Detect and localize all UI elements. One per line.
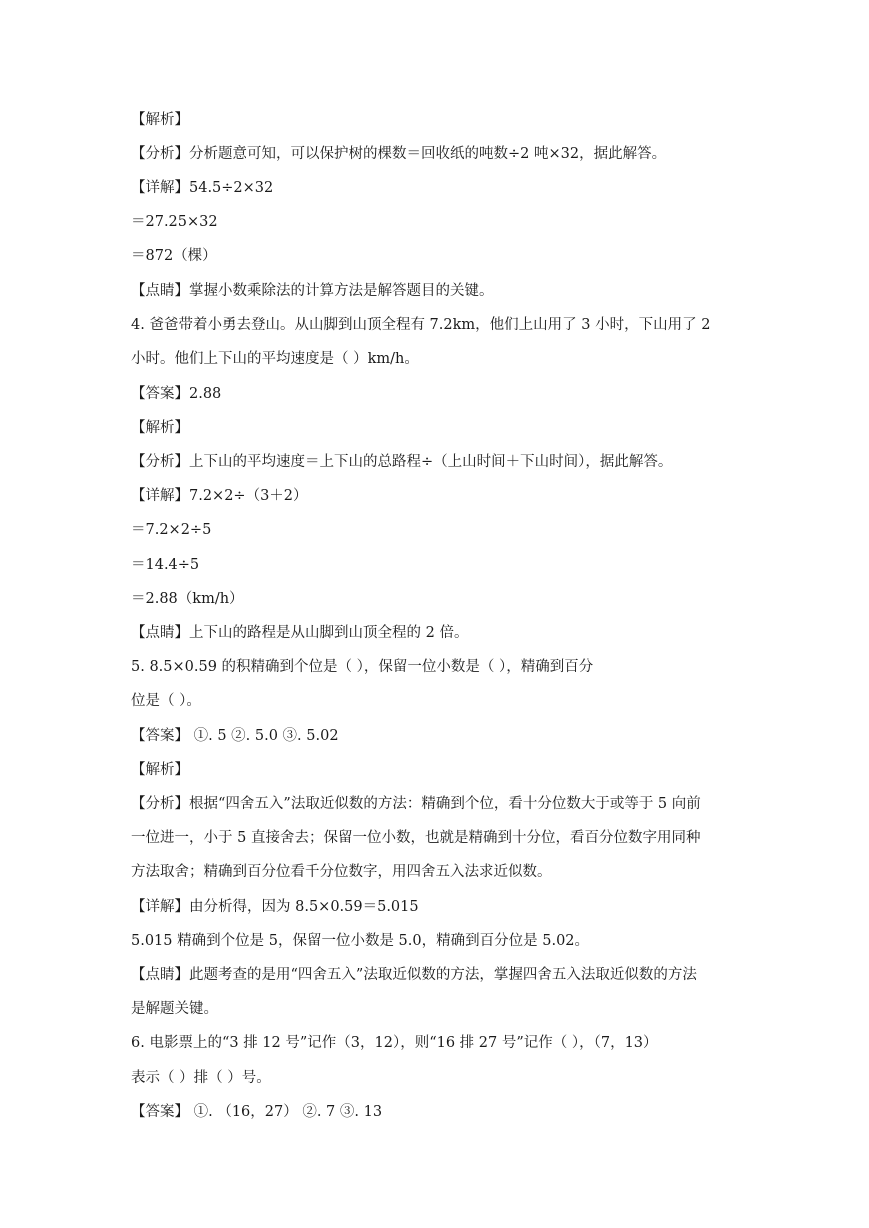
- text-line: 5. 8.5×0.59 的积精确到个位是（ ），保留一位小数是（ ），精确到百分: [131, 659, 594, 675]
- text-line: 方法取舍；精确到百分位看千分位数字，用四舍五入法求近似数。: [131, 864, 552, 880]
- text-line: 【详解】7.2×2÷（3＋2）: [131, 488, 308, 504]
- text-line: ＝2.88（km/h）: [131, 591, 244, 607]
- text-line: 【点睛】此题考查的是用“四舍五入”法取近似数的方法，掌握四舍五入法取近似数的方法: [131, 967, 697, 983]
- text-line: 位是（ ）。: [131, 693, 201, 709]
- text-line: 【分析】上下山的平均速度＝上下山的总路程÷（上山时间＋下山时间），据此解答。: [131, 454, 673, 470]
- text-line: 【分析】根据“四舍五入”法取近似数的方法：精确到个位，看十分位数大于或等于 5 向前: [131, 796, 701, 812]
- text-line: ＝14.4÷5: [131, 557, 200, 573]
- text-line: 【解析】: [131, 420, 189, 436]
- text-line: 【答案】 ①. 5 ②. 5.0 ③. 5.02: [131, 728, 339, 744]
- text-line: 6. 电影票上的“3 排 12 号”记作（3，12），则“16 排 27 号”记作（ ），（7，13）: [131, 1035, 658, 1051]
- text-line: ＝27.25×32: [131, 214, 218, 230]
- text-line: 【点睛】掌握小数乘除法的计算方法是解答题目的关键。: [131, 283, 494, 299]
- text-line: 4. 爸爸带着小勇去登山。从山脚到山顶全程有 7.2km，他们上山用了 3 小时，下山用了 2: [131, 317, 711, 333]
- text-line: 【详解】由分析得，因为 8.5×0.59＝5.015: [131, 899, 419, 915]
- text-line: ＝7.2×2÷5: [131, 522, 212, 538]
- text-line: 【点睛】上下山的路程是从山脚到山顶全程的 2 倍。: [131, 625, 469, 641]
- text-line: 【解析】: [131, 762, 189, 778]
- text-line: 表示（ ）排（ ）号。: [131, 1070, 271, 1086]
- text-line: 【答案】2.88: [131, 386, 222, 402]
- text-line: 【分析】分析题意可知，可以保护树的棵数＝回收纸的吨数÷2 吨×32，据此解答。: [131, 146, 667, 162]
- text-line: ＝872（棵）: [131, 248, 217, 264]
- text-line: 【解析】: [131, 112, 189, 128]
- text-line: 【答案】 ①. （16，27） ②. 7 ③. 13: [131, 1104, 383, 1120]
- text-line: 小时。他们上下山的平均速度是（ ）km/h。: [131, 351, 419, 367]
- text-line: 5.015 精确到个位是 5，保留一位小数是 5.0，精确到百分位是 5.02。: [131, 933, 590, 949]
- text-line: 【详解】54.5÷2×32: [131, 180, 274, 196]
- text-line: 是解题关键。: [131, 1001, 218, 1017]
- text-line: 一位进一，小于 5 直接舍去；保留一位小数，也就是精确到十分位，看百分位数字用同种: [131, 830, 701, 846]
